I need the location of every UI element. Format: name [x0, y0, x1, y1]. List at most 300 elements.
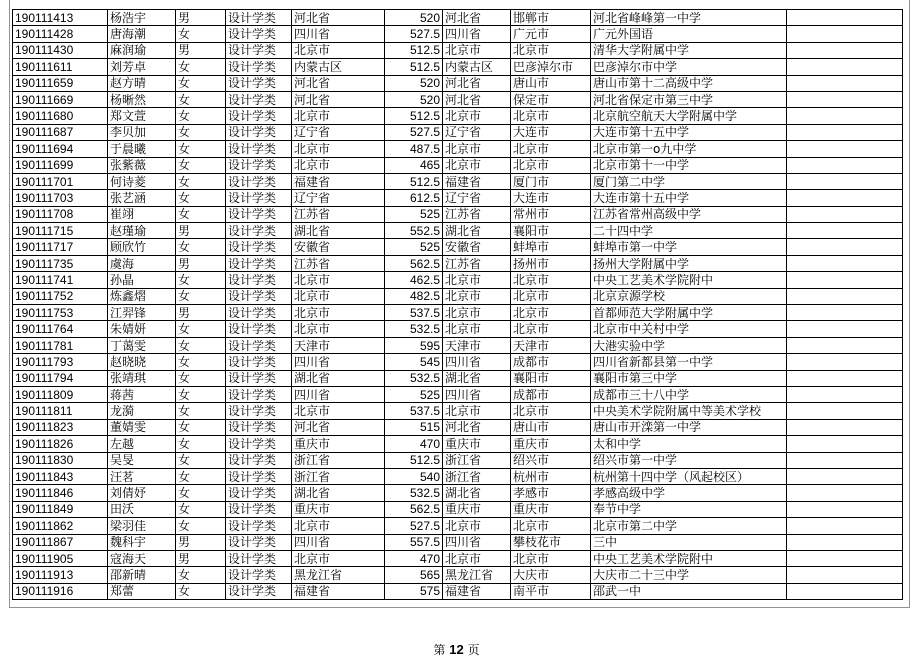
cell-empty [787, 42, 903, 58]
cell-city: 巴彦淖尔市 [511, 59, 591, 75]
cell-name: 炼鑫熠 [108, 288, 176, 304]
cell-city: 天津市 [511, 337, 591, 353]
cell-score: 525 [385, 239, 443, 255]
cell-student-id: 190111811 [13, 403, 108, 419]
cell-student-id: 190111794 [13, 370, 108, 386]
cell-name: 李贝加 [108, 124, 176, 140]
cell-name: 麻润瑜 [108, 42, 176, 58]
cell-school: 首都师范大学附属中学 [591, 305, 787, 321]
cell-city: 保定市 [511, 91, 591, 107]
cell-category: 设计学类 [226, 468, 292, 484]
cell-student-id: 190111708 [13, 206, 108, 222]
cell-city: 成都市 [511, 354, 591, 370]
cell-province: 北京市 [443, 108, 511, 124]
table-row [13, 567, 903, 583]
cell-empty [787, 485, 903, 501]
table-row [13, 337, 903, 353]
cell-school: 扬州大学附属中学 [591, 255, 787, 271]
cell-name: 刘倩妤 [108, 485, 176, 501]
cell-empty [787, 567, 903, 583]
cell-school: 河北省峰峰第一中学 [591, 10, 787, 26]
cell-school: 孝感高级中学 [591, 485, 787, 501]
cell-score: 532.5 [385, 370, 443, 386]
cell-name: 张紫薇 [108, 157, 176, 173]
cell-gender: 女 [176, 190, 226, 206]
cell-school: 北京市第十一中学 [591, 157, 787, 173]
cell-exam-province: 四川省 [292, 386, 385, 402]
table-row [13, 223, 903, 239]
cell-score: 540 [385, 468, 443, 484]
cell-student-id: 190111843 [13, 468, 108, 484]
cell-gender: 女 [176, 583, 226, 599]
cell-gender: 女 [176, 337, 226, 353]
table-row [13, 518, 903, 534]
cell-empty [787, 468, 903, 484]
cell-exam-province: 河北省 [292, 419, 385, 435]
cell-score: 537.5 [385, 403, 443, 419]
cell-province: 浙江省 [443, 468, 511, 484]
cell-empty [787, 190, 903, 206]
cell-score: 470 [385, 550, 443, 566]
table-row [13, 26, 903, 42]
cell-name: 顾欣竹 [108, 239, 176, 255]
cell-score: 532.5 [385, 321, 443, 337]
cell-school: 北京航空航天大学附属中学 [591, 108, 787, 124]
table-row [13, 157, 903, 173]
cell-school: 唐山市开滦第一中学 [591, 419, 787, 435]
cell-category: 设计学类 [226, 354, 292, 370]
cell-name: 孙晶 [108, 272, 176, 288]
cell-student-id: 190111735 [13, 255, 108, 271]
cell-name: 崔翊 [108, 206, 176, 222]
cell-empty [787, 26, 903, 42]
cell-exam-province: 福建省 [292, 173, 385, 189]
cell-name: 杨浩宇 [108, 10, 176, 26]
cell-score: 512.5 [385, 173, 443, 189]
cell-score: 565 [385, 567, 443, 583]
table-row [13, 173, 903, 189]
cell-gender: 女 [176, 141, 226, 157]
cell-name: 邵新晴 [108, 567, 176, 583]
cell-category: 设计学类 [226, 10, 292, 26]
table-row [13, 239, 903, 255]
cell-name: 唐海潮 [108, 26, 176, 42]
cell-score: 465 [385, 157, 443, 173]
cell-city: 大连市 [511, 124, 591, 140]
cell-province: 北京市 [443, 321, 511, 337]
cell-province: 江苏省 [443, 206, 511, 222]
cell-empty [787, 419, 903, 435]
cell-city: 邯郸市 [511, 10, 591, 26]
cell-score: 545 [385, 354, 443, 370]
cell-category: 设计学类 [226, 75, 292, 91]
cell-city: 成都市 [511, 386, 591, 402]
cell-city: 南平市 [511, 583, 591, 599]
cell-name: 何诗菱 [108, 173, 176, 189]
cell-gender: 女 [176, 468, 226, 484]
cell-exam-province: 黑龙江省 [292, 567, 385, 583]
cell-score: 512.5 [385, 42, 443, 58]
cell-name: 朱婧妍 [108, 321, 176, 337]
cell-school: 中央工艺美术学院附中 [591, 550, 787, 566]
cell-city: 重庆市 [511, 501, 591, 517]
cell-name: 梁羽佳 [108, 518, 176, 534]
cell-province: 河北省 [443, 91, 511, 107]
cell-city: 唐山市 [511, 419, 591, 435]
cell-school: 广元外国语 [591, 26, 787, 42]
cell-exam-province: 重庆市 [292, 501, 385, 517]
cell-name: 江羿锋 [108, 305, 176, 321]
cell-school: 厦门第二中学 [591, 173, 787, 189]
cell-score: 562.5 [385, 255, 443, 271]
cell-gender: 女 [176, 157, 226, 173]
cell-gender: 女 [176, 59, 226, 75]
cell-exam-province: 北京市 [292, 42, 385, 58]
table-row [13, 91, 903, 107]
cell-score: 512.5 [385, 59, 443, 75]
cell-gender: 女 [176, 108, 226, 124]
cell-province: 河北省 [443, 10, 511, 26]
cell-province: 福建省 [443, 173, 511, 189]
cell-empty [787, 173, 903, 189]
cell-score: 525 [385, 386, 443, 402]
cell-city: 扬州市 [511, 255, 591, 271]
cell-city: 北京市 [511, 321, 591, 337]
cell-province: 黑龙江省 [443, 567, 511, 583]
cell-empty [787, 305, 903, 321]
cell-category: 设计学类 [226, 223, 292, 239]
table-row [13, 75, 903, 91]
cell-gender: 女 [176, 91, 226, 107]
cell-exam-province: 河北省 [292, 91, 385, 107]
cell-province: 辽宁省 [443, 124, 511, 140]
table-row [13, 386, 903, 402]
table-row [13, 534, 903, 550]
cell-province: 北京市 [443, 42, 511, 58]
table-row [13, 550, 903, 566]
cell-empty [787, 534, 903, 550]
cell-score: 487.5 [385, 141, 443, 157]
cell-category: 设计学类 [226, 26, 292, 42]
cell-score: 515 [385, 419, 443, 435]
cell-name: 寇海天 [108, 550, 176, 566]
cell-category: 设计学类 [226, 91, 292, 107]
cell-score: 562.5 [385, 501, 443, 517]
cell-category: 设计学类 [226, 321, 292, 337]
table-row [13, 485, 903, 501]
cell-exam-province: 河北省 [292, 75, 385, 91]
cell-province: 浙江省 [443, 452, 511, 468]
cell-gender: 男 [176, 534, 226, 550]
cell-province: 内蒙古区 [443, 59, 511, 75]
table-row [13, 124, 903, 140]
table-row [13, 583, 903, 599]
cell-exam-province: 福建省 [292, 583, 385, 599]
cell-name: 魏科宇 [108, 534, 176, 550]
cell-gender: 男 [176, 10, 226, 26]
cell-gender: 女 [176, 403, 226, 419]
table-row [13, 190, 903, 206]
cell-province: 北京市 [443, 403, 511, 419]
cell-student-id: 190111752 [13, 288, 108, 304]
cell-gender: 女 [176, 567, 226, 583]
table-row [13, 468, 903, 484]
cell-student-id: 190111753 [13, 305, 108, 321]
cell-student-id: 190111823 [13, 419, 108, 435]
admission-roster-table [12, 9, 903, 600]
page-number: 12 [449, 642, 464, 657]
cell-school: 中央工艺美术学院附中 [591, 272, 787, 288]
cell-student-id: 190111826 [13, 436, 108, 452]
cell-empty [787, 91, 903, 107]
cell-name: 丁蔼雯 [108, 337, 176, 353]
cell-exam-province: 辽宁省 [292, 124, 385, 140]
cell-student-id: 190111846 [13, 485, 108, 501]
cell-score: 557.5 [385, 534, 443, 550]
cell-exam-province: 四川省 [292, 354, 385, 370]
cell-empty [787, 223, 903, 239]
cell-exam-province: 安徽省 [292, 239, 385, 255]
cell-city: 北京市 [511, 42, 591, 58]
cell-empty [787, 239, 903, 255]
cell-school: 北京市中关村中学 [591, 321, 787, 337]
cell-province: 北京市 [443, 288, 511, 304]
cell-gender: 女 [176, 518, 226, 534]
cell-province: 四川省 [443, 354, 511, 370]
cell-name: 虞海 [108, 255, 176, 271]
cell-gender: 女 [176, 173, 226, 189]
cell-school: 杭州第十四中学（风起校区） [591, 468, 787, 484]
cell-category: 设计学类 [226, 337, 292, 353]
table-row [13, 206, 903, 222]
cell-category: 设计学类 [226, 452, 292, 468]
cell-score: 520 [385, 10, 443, 26]
cell-exam-province: 湖北省 [292, 485, 385, 501]
cell-student-id: 190111809 [13, 386, 108, 402]
cell-school: 蚌埠市第一中学 [591, 239, 787, 255]
cell-gender: 女 [176, 436, 226, 452]
cell-school: 中央美术学院附属中等美术学校 [591, 403, 787, 419]
cell-student-id: 190111430 [13, 42, 108, 58]
cell-empty [787, 452, 903, 468]
cell-city: 唐山市 [511, 75, 591, 91]
cell-score: 462.5 [385, 272, 443, 288]
cell-category: 设计学类 [226, 419, 292, 435]
cell-empty [787, 354, 903, 370]
cell-city: 大庆市 [511, 567, 591, 583]
cell-category: 设计学类 [226, 141, 292, 157]
cell-empty [787, 403, 903, 419]
cell-school: 河北省保定市第三中学 [591, 91, 787, 107]
table-row [13, 501, 903, 517]
cell-category: 设计学类 [226, 403, 292, 419]
cell-student-id: 190111669 [13, 91, 108, 107]
cell-category: 设计学类 [226, 42, 292, 58]
table-row [13, 436, 903, 452]
cell-score: 595 [385, 337, 443, 353]
cell-school: 江苏省常州高级中学 [591, 206, 787, 222]
cell-name: 赵瑾瑜 [108, 223, 176, 239]
footer-prefix: 第 [433, 643, 446, 657]
cell-city: 重庆市 [511, 436, 591, 452]
cell-city: 北京市 [511, 157, 591, 173]
cell-gender: 男 [176, 550, 226, 566]
cell-category: 设计学类 [226, 173, 292, 189]
cell-name: 董婧雯 [108, 419, 176, 435]
cell-city: 北京市 [511, 141, 591, 157]
cell-school: 大庆市二十三中学 [591, 567, 787, 583]
cell-exam-province: 北京市 [292, 108, 385, 124]
cell-name: 左越 [108, 436, 176, 452]
cell-gender: 女 [176, 354, 226, 370]
cell-gender: 女 [176, 452, 226, 468]
cell-student-id: 190111703 [13, 190, 108, 206]
cell-score: 525 [385, 206, 443, 222]
roster-body [13, 10, 903, 600]
table-row [13, 321, 903, 337]
cell-category: 设计学类 [226, 436, 292, 452]
cell-student-id: 190111905 [13, 550, 108, 566]
cell-school: 邵武一中 [591, 583, 787, 599]
cell-empty [787, 288, 903, 304]
cell-city: 北京市 [511, 403, 591, 419]
cell-empty [787, 550, 903, 566]
cell-student-id: 190111694 [13, 141, 108, 157]
cell-student-id: 190111764 [13, 321, 108, 337]
cell-student-id: 190111793 [13, 354, 108, 370]
cell-category: 设计学类 [226, 370, 292, 386]
cell-gender: 女 [176, 485, 226, 501]
cell-province: 湖北省 [443, 370, 511, 386]
cell-score: 532.5 [385, 485, 443, 501]
cell-city: 蚌埠市 [511, 239, 591, 255]
cell-exam-province: 湖北省 [292, 223, 385, 239]
cell-empty [787, 206, 903, 222]
cell-city: 北京市 [511, 108, 591, 124]
cell-name: 吴旻 [108, 452, 176, 468]
cell-gender: 男 [176, 223, 226, 239]
cell-exam-province: 河北省 [292, 10, 385, 26]
cell-province: 四川省 [443, 386, 511, 402]
cell-name: 郑蕾 [108, 583, 176, 599]
cell-exam-province: 北京市 [292, 403, 385, 419]
cell-empty [787, 10, 903, 26]
cell-province: 重庆市 [443, 501, 511, 517]
cell-city: 绍兴市 [511, 452, 591, 468]
cell-exam-province: 江苏省 [292, 255, 385, 271]
cell-category: 设计学类 [226, 518, 292, 534]
cell-name: 赵晓晓 [108, 354, 176, 370]
cell-exam-province: 内蒙古区 [292, 59, 385, 75]
cell-empty [787, 337, 903, 353]
cell-empty [787, 583, 903, 599]
cell-gender: 女 [176, 239, 226, 255]
cell-exam-province: 北京市 [292, 288, 385, 304]
cell-name: 刘芳卓 [108, 59, 176, 75]
cell-school: 北京京源学校 [591, 288, 787, 304]
cell-name: 汪茗 [108, 468, 176, 484]
cell-city: 大连市 [511, 190, 591, 206]
cell-empty [787, 59, 903, 75]
cell-category: 设计学类 [226, 501, 292, 517]
cell-city: 北京市 [511, 550, 591, 566]
cell-province: 北京市 [443, 157, 511, 173]
cell-exam-province: 北京市 [292, 141, 385, 157]
cell-city: 杭州市 [511, 468, 591, 484]
cell-student-id: 190111680 [13, 108, 108, 124]
cell-score: 552.5 [385, 223, 443, 239]
cell-gender: 女 [176, 501, 226, 517]
cell-score: 527.5 [385, 124, 443, 140]
cell-empty [787, 518, 903, 534]
cell-exam-province: 北京市 [292, 321, 385, 337]
cell-name: 龙漪 [108, 403, 176, 419]
cell-gender: 女 [176, 206, 226, 222]
cell-category: 设计学类 [226, 288, 292, 304]
cell-exam-province: 重庆市 [292, 436, 385, 452]
cell-category: 设计学类 [226, 550, 292, 566]
cell-score: 575 [385, 583, 443, 599]
cell-city: 厦门市 [511, 173, 591, 189]
cell-empty [787, 255, 903, 271]
table-row [13, 419, 903, 435]
cell-city: 北京市 [511, 305, 591, 321]
table-row [13, 354, 903, 370]
cell-category: 设计学类 [226, 534, 292, 550]
cell-province: 河北省 [443, 419, 511, 435]
cell-gender: 男 [176, 255, 226, 271]
cell-category: 设计学类 [226, 239, 292, 255]
page-footer [0, 643, 913, 657]
cell-name: 杨晰然 [108, 91, 176, 107]
cell-name: 蒋茜 [108, 386, 176, 402]
cell-score: 512.5 [385, 108, 443, 124]
cell-exam-province: 北京市 [292, 272, 385, 288]
cell-province: 辽宁省 [443, 190, 511, 206]
table-row [13, 141, 903, 157]
cell-score: 520 [385, 91, 443, 107]
cell-city: 襄阳市 [511, 370, 591, 386]
cell-city: 攀枝花市 [511, 534, 591, 550]
cell-school: 成都市三十八中学 [591, 386, 787, 402]
cell-school: 三中 [591, 534, 787, 550]
cell-province: 重庆市 [443, 436, 511, 452]
cell-school: 大连市第十五中学 [591, 124, 787, 140]
cell-city: 常州市 [511, 206, 591, 222]
cell-province: 四川省 [443, 534, 511, 550]
cell-exam-province: 浙江省 [292, 452, 385, 468]
cell-name: 张靖琪 [108, 370, 176, 386]
cell-student-id: 190111830 [13, 452, 108, 468]
cell-student-id: 190111699 [13, 157, 108, 173]
table-row [13, 10, 903, 26]
cell-province: 湖北省 [443, 223, 511, 239]
cell-category: 设计学类 [226, 124, 292, 140]
cell-name: 赵方晴 [108, 75, 176, 91]
cell-exam-province: 天津市 [292, 337, 385, 353]
cell-city: 广元市 [511, 26, 591, 42]
cell-student-id: 190111715 [13, 223, 108, 239]
cell-score: 470 [385, 436, 443, 452]
cell-score: 512.5 [385, 452, 443, 468]
cell-city: 襄阳市 [511, 223, 591, 239]
cell-exam-province: 江苏省 [292, 206, 385, 222]
cell-student-id: 190111701 [13, 173, 108, 189]
cell-category: 设计学类 [226, 386, 292, 402]
cell-student-id: 190111849 [13, 501, 108, 517]
cell-gender: 女 [176, 26, 226, 42]
cell-exam-province: 湖北省 [292, 370, 385, 386]
